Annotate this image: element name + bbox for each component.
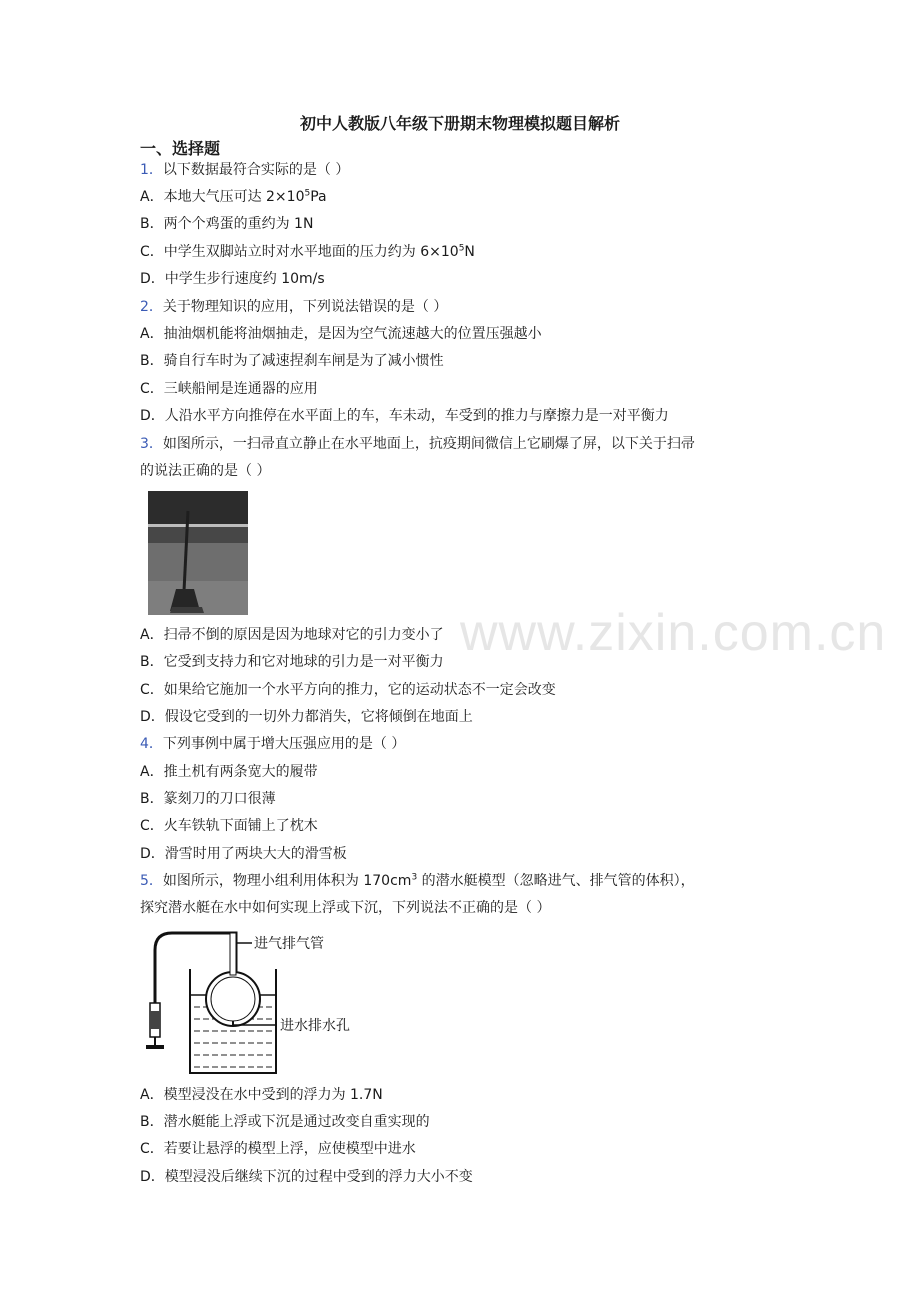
question-2-option-d: D．人沿水平方向推停在水平面上的车，车未动，车受到的推力与摩擦力是一对平衡力 [140,408,669,424]
hole-label: 进水排水孔 [280,1018,350,1034]
question-5-option-a: A．模型浸没在水中受到的浮力为 1.7N [140,1087,383,1103]
pipe-label: 进气排气管 [254,936,324,952]
question-4-option-a: A．推土机有两条宽大的履带 [140,764,318,780]
question-4-option-b: B．篆刻刀的刀口很薄 [140,791,276,807]
question-2-option-c: C．三峡船闸是连通器的应用 [140,381,318,397]
question-3-option-b: B．它受到支持力和它对地球的引力是一对平衡力 [140,654,444,670]
question-5-option-c: C．若要让悬浮的模型上浮，应使模型中进水 [140,1141,416,1157]
question-5-option-d: D．模型浸没后继续下沉的过程中受到的浮力大小不变 [140,1169,473,1185]
question-1-option-b: B．两个个鸡蛋的重约为 1N [140,216,314,232]
question-number: 1． [140,162,163,178]
page-title: 初中人教版八年级下册期末物理模拟题目解析 [299,114,620,133]
question-4-option-d: D．滑雪时用了两块大大的滑雪板 [140,846,347,862]
question-5-option-b: B．潜水艇能上浮或下沉是通过改变自重实现的 [140,1114,430,1130]
question-1-option-d: D．中学生步行速度约 10m/s [140,271,325,287]
question-number: 4． [140,736,163,752]
question-2-option-b: B．骑自行车时为了减速捏刹车闸是为了减小惯性 [140,353,444,369]
question-1-option-c: C．中学生双脚站立时对水平地面的压力约为 $6\times 10^5N$ [140,243,475,260]
question-3-stem-cont: 的说法正确的是（ ） [140,463,271,479]
section-heading: 一、选择题 [140,139,221,158]
question-1-option-a: A．本地大气压可达 $2\times 10^5Pa$ [140,188,327,205]
question-5-stem-cont: 探究潜水艇在水中如何实现上浮或下沉，下列说法不正确的是（ ） [140,900,551,916]
question-2-option-a: A．抽油烟机能将油烟抽走，是因为空气流速越大的位置压强越小 [140,326,542,342]
question-5-stem: 5．如图所示，物理小组利用体积为 $170cm^3$ 的潜水艇模型（忽略进气、排气管的体积）， [140,872,695,889]
question-3-option-d: D．假设它受到的一切外力都消失，它将倾倒在地面上 [140,709,473,725]
submarine-model-diagram [140,925,390,1075]
question-4-stem: 4．下列事例中属于增大压强应用的是（ ） [140,736,406,752]
question-3-option-c: C．如果给它施加一个水平方向的推力，它的运动状态不一定会改变 [140,682,556,698]
question-2-stem: 2．关于物理知识的应用，下列说法错误的是（ ） [140,299,448,315]
question-1-stem: 1．以下数据最符合实际的是（ ） [140,162,350,178]
question-3-stem: 3．如图所示，一扫帚直立静止在水平地面上，抗疫期间微信上它刷爆了屏，以下关于扫帚 [140,436,695,452]
watermark: www.zixin.com.cn [460,604,887,662]
question-number: 3． [140,436,163,452]
question-4-option-c: C．火车铁轨下面铺上了枕木 [140,818,318,834]
question-3-option-a: A．扫帚不倒的原因是因为地球对它的引力变小了 [140,627,444,643]
question-number: 2． [140,299,163,315]
question-number: 5． [140,873,163,889]
broom-photo [148,491,248,615]
